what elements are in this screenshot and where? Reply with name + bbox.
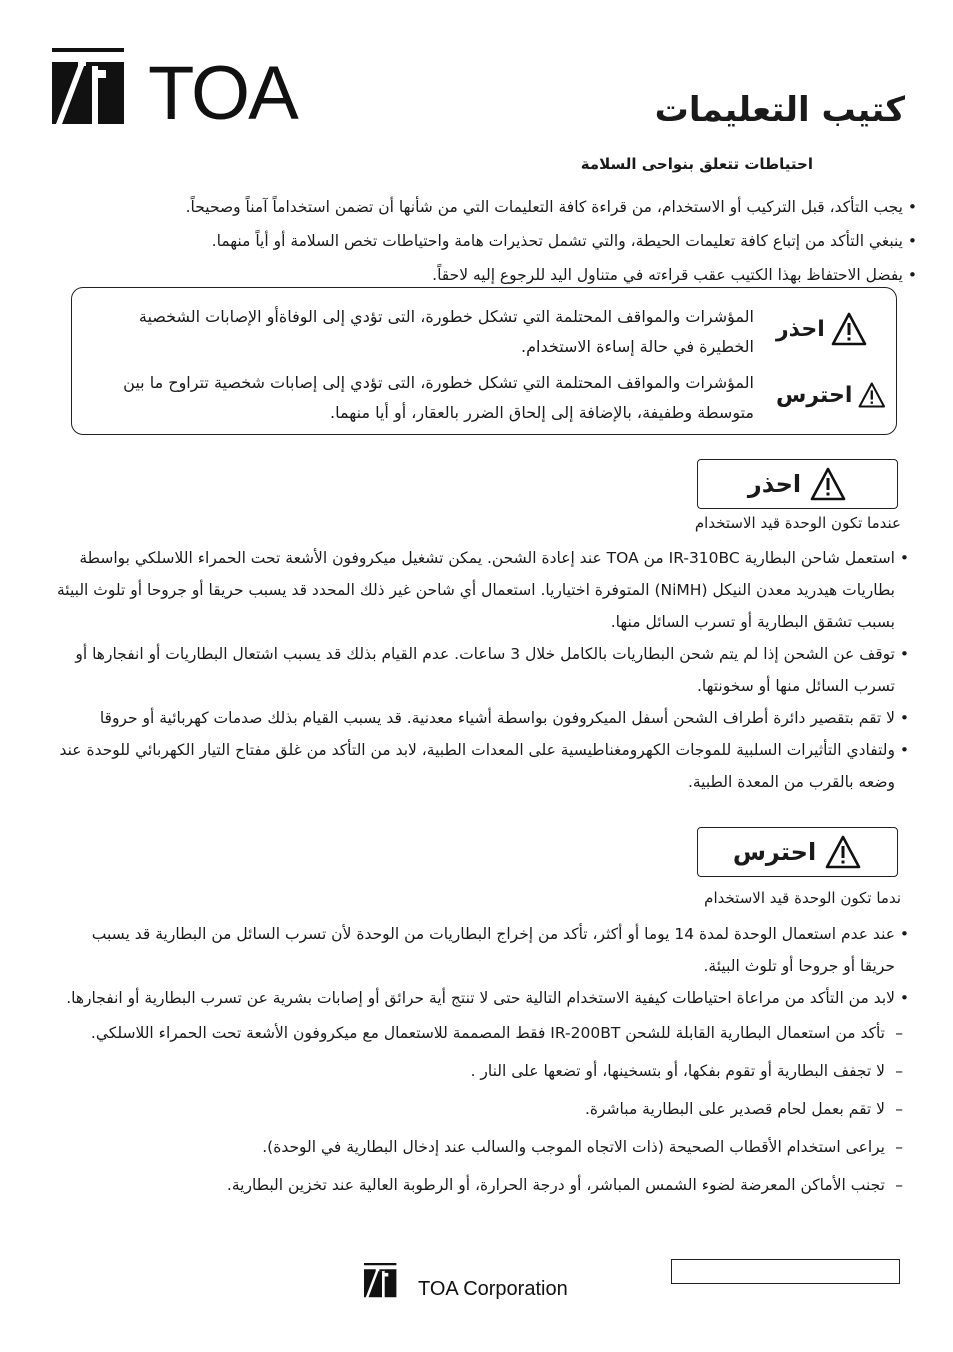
list-item: • يجب التأكد، قبل التركيب أو الاستخدام، من قراءة كافة التعليمات التي من شأنها أن تضمن استخداماً آمناً وصحيحاً. — [43, 190, 903, 224]
toa-emblem-icon — [364, 1263, 400, 1299]
intro-list — [43, 190, 903, 292]
list-item: • عند عدم استعمال الوحدة لمدة 14 يوما أو أكثر، تأكد من إخراج البطاريات من الوحدة لأن تسرب السائل من البطارية قد يسبب حريقا أو جروحا أو تلوث البيئة. — [55, 918, 895, 982]
brand-name: TOA — [148, 51, 297, 136]
list-item: • ينبغي التأكد من إتباع كافة تعليمات الحيطة، والتي تشمل تحذيرات هامة واحتياطات تخص السلامة أو أياً منهما. — [43, 224, 903, 258]
list-item: – يراعى استخدام الأقطاب الصحيحة (ذات الاتجاه الموجب والسالب عند إدخال البطارية في الوحدة). — [55, 1128, 885, 1166]
list-item: • استعمل شاحن البطارية IR-310BC من TOA عند إعادة الشحن. يمكن تشغيل ميكروفون الأشعة تحت الحمراء اللاسلكي بواسطة بطاريات هيدريد معدن النيكل (NiMH) المتوفرة اختياريا. استعمال أي شاحن غير ذلك المحدد قد يسبب حريقا أو جروحا أو تلوث البيئة بسبب تشقق البطارية أو تسرب السائل منها. — [55, 542, 895, 638]
toa-emblem-icon — [52, 48, 132, 128]
safety-heading: احتياطات تتعلق بنواحى السلامة — [580, 155, 813, 173]
warning-triangle-icon — [858, 378, 886, 412]
list-item: • لا تقم بتقصير دائرة أطراف الشحن أسفل الميكروفون بواسطة أشياء معدنية. قد يسبب القيام بذلك صدمات كهربائية أو حروقا — [55, 702, 895, 734]
warning-triangle-icon — [831, 312, 867, 346]
warning-triangle-icon — [824, 835, 862, 869]
list-item: – تجنب الأماكن المعرضة لضوء الشمس المباشر، أو درجة الحرارة، أو الرطوبة العالية عند تخزين البطارية. — [55, 1166, 885, 1204]
caution-subheading: ندما تكون الوحدة قيد الاستخدام — [704, 889, 901, 907]
caution-list — [55, 918, 895, 1204]
list-item: • لابد من التأكد من مراعاة احتياطات كيفية الاستخدام التالية حتى لا تنتج أية حرائق أو إصابات بشرية عن تسرب البطارية أو انفجارها. — [55, 982, 895, 1014]
caution-sign: احترس — [697, 827, 898, 877]
warning-definition-label: احذر — [776, 304, 886, 354]
list-item: – لا تجفف البطارية أو تقوم بفكها، أو بتسخينها، أو تضعها على النار . — [55, 1052, 885, 1090]
document-title: كتيب التعليمات — [654, 90, 905, 130]
warning-sign: احذر — [697, 459, 898, 509]
list-item: • توقف عن الشحن إذا لم يتم شحن البطاريات بالكامل خلال 3 ساعات. عدم القيام بذلك قد يسبب اشتعال البطاريات أو انفجارها أو تسرب السائل منها أو سخونتها. — [55, 638, 895, 702]
document-code-box — [671, 1259, 900, 1284]
list-item: – تأكد من استعمال البطارية القابلة للشحن IR-200BT فقط المصممة للاستعمال مع ميكروفون الأشعة تحت الحمراء اللاسلكي. — [55, 1014, 885, 1052]
warning-list — [55, 542, 895, 798]
corporation-name: TOA Corporation — [418, 1278, 568, 1300]
warning-triangle-icon — [809, 467, 847, 501]
definitions-box — [71, 287, 897, 435]
caution-definition-text: المؤشرات والمواقف المحتلمة التي تشكل خطورة، التى تؤدي إلى إصابات شخصية تتراوح ما بين متوسطة وطفيفة، بالإضافة إلى إلحاق الضرر بالعقار، أو أيا منهما. — [123, 373, 754, 422]
warning-subheading: عندما تكون الوحدة قيد الاستخدام — [694, 514, 901, 532]
list-item: • ولتفادي التأثيرات السلبية للموجات الكهرومغناطيسية على المعدات الطبية، لابد من التأكد من غلق مفتاح التيار الكهربائي للوحدة عند وضعه بالقرب من المعدة الطبية. — [55, 734, 895, 798]
list-item: • يفضل الاحتفاظ بهذا الكتيب عقب قراءته في متناول اليد للرجوع إليه لاحقاً. — [43, 258, 903, 292]
list-item: – لا تقم بعمل لحام قصدير على البطارية مباشرة. — [55, 1090, 885, 1128]
warning-definition-text: المؤشرات والمواقف المحتلمة التي تشكل خطورة، التى تؤدي إلى الوفاةأو الإصابات الشخصية الخطيرة في حالة إساءة الاستخدام. — [138, 307, 754, 356]
caution-definition-label: احترس — [776, 370, 886, 420]
